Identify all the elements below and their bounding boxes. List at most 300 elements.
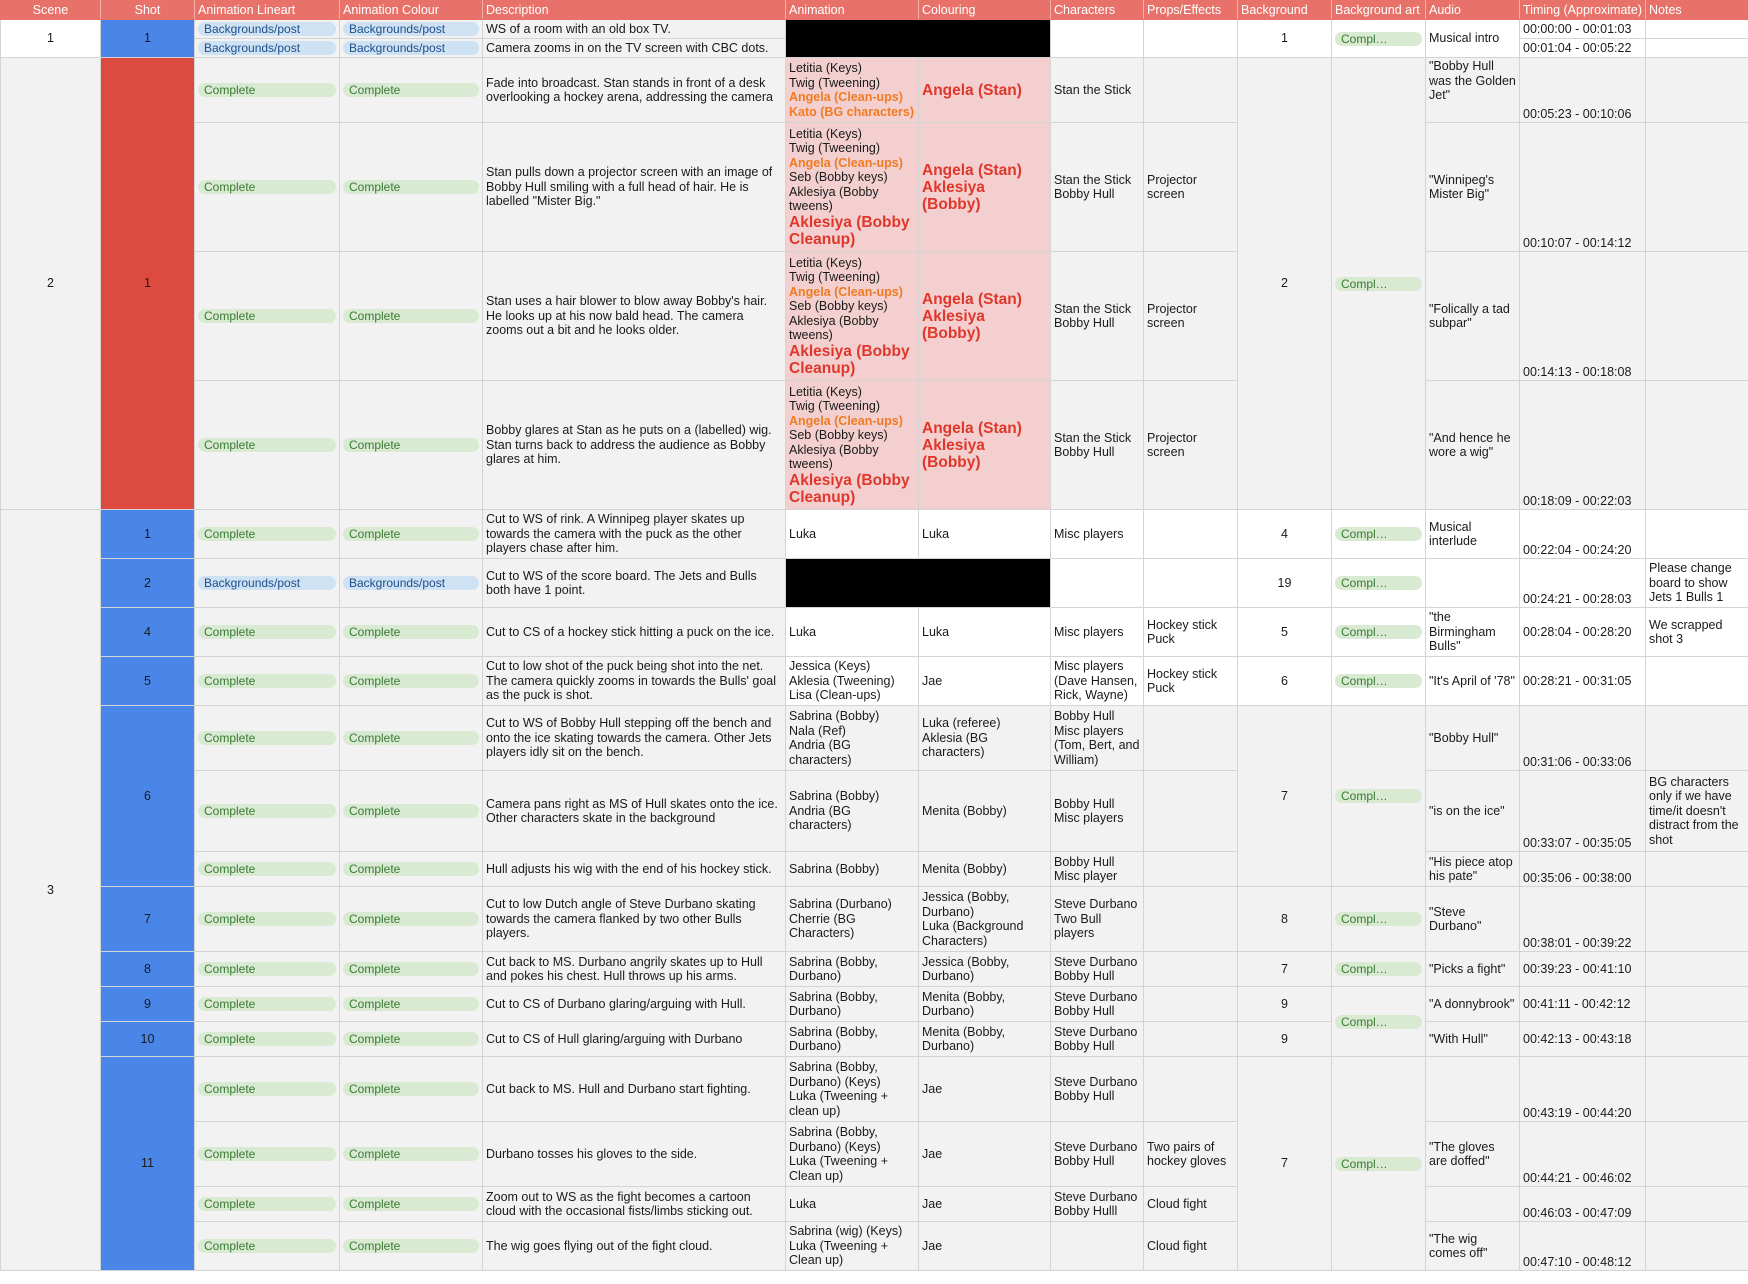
audio-cell[interactable] [1426,1057,1520,1122]
characters-cell[interactable]: Misc players [1051,608,1144,657]
props-cell[interactable] [1144,20,1238,58]
header-description[interactable]: Description [483,1,786,20]
audio-cell[interactable] [1426,559,1520,608]
status-chip[interactable]: Compl… [1335,277,1422,291]
timing-cell[interactable]: 00:05:23 - 00:10:06 [1520,58,1646,123]
status-chip[interactable]: Complete [343,1147,479,1161]
shot-cell[interactable]: 2 [101,559,195,608]
colouring-cell[interactable]: Angela (Stan) Aklesiya (Bobby) [919,123,1051,252]
status-chip[interactable]: Compl… [1335,962,1422,976]
bg-art-cell[interactable] [1332,559,1426,608]
notes-cell[interactable] [1646,58,1748,123]
status-chip[interactable]: Compl… [1335,912,1422,926]
animation-cell[interactable]: Sabrina (Bobby) [786,852,919,887]
characters-cell[interactable]: Steve Durbano Bobby Hull [1051,952,1144,987]
audio-cell[interactable]: "Bobby Hull was the Golden Jet" [1426,58,1520,123]
audio-cell[interactable]: "is on the ice" [1426,771,1520,852]
description-cell[interactable]: Camera zooms in on the TV screen with CBC dots. [483,39,786,58]
colour-cell[interactable] [340,123,483,252]
notes-cell[interactable] [1646,952,1748,987]
notes-cell[interactable]: Please change board to show Jets 1 Bulls 1 [1646,559,1748,608]
audio-cell[interactable]: Musical interlude [1426,510,1520,559]
animation-cell[interactable]: Sabrina (Bobby, Durbano) [786,1022,919,1057]
description-cell[interactable]: Cut to CS of Hull glaring/arguing with Durbano [483,1022,786,1057]
status-chip[interactable]: Complete [343,309,479,323]
lineart-cell[interactable] [195,771,340,852]
lineart-cell[interactable] [195,952,340,987]
status-chip[interactable]: Complete [343,527,479,541]
characters-cell[interactable]: Misc players (Dave Hansen, Rick, Wayne) [1051,657,1144,706]
colour-cell[interactable] [340,1122,483,1187]
props-cell[interactable] [1144,58,1238,123]
timing-cell[interactable]: 00:46:03 - 00:47:09 [1520,1187,1646,1222]
colouring-cell[interactable]: Jessica (Bobby, Durbano) [919,952,1051,987]
bg-art-cell[interactable] [1332,20,1426,58]
status-chip[interactable]: Compl… [1335,674,1422,688]
status-chip[interactable]: Complete [343,912,479,926]
scene-cell[interactable]: 3 [1,510,101,1271]
characters-cell[interactable]: Bobby Hull Misc player [1051,852,1144,887]
audio-cell[interactable]: "Steve Durbano" [1426,887,1520,952]
audio-cell[interactable]: "The wig comes off" [1426,1222,1520,1271]
scene-cell[interactable]: 1 [1,20,101,58]
timing-cell[interactable]: 00:24:21 - 00:28:03 [1520,559,1646,608]
lineart-cell[interactable] [195,39,340,58]
lineart-cell[interactable] [195,657,340,706]
audio-cell[interactable]: "And hence he wore a wig" [1426,381,1520,510]
notes-cell[interactable] [1646,852,1748,887]
header-background[interactable]: Background [1238,1,1332,20]
background-cell[interactable]: 7 [1238,706,1332,887]
colour-cell[interactable] [340,58,483,123]
animation-cell[interactable]: Letitia (Keys) Twig (Tweening) Angela (Clean-ups) Seb (Bobby keys) Aklesiya (Bobby tweens) Aklesiya (Bobby Cleanup) [786,252,919,381]
lineart-cell[interactable] [195,887,340,952]
lineart-cell[interactable] [195,852,340,887]
lineart-cell[interactable] [195,123,340,252]
status-chip[interactable]: Backgrounds/post [198,22,336,36]
timing-cell[interactable]: 00:42:13 - 00:43:18 [1520,1022,1646,1057]
header-shot[interactable]: Shot [101,1,195,20]
header-animation[interactable]: Animation [786,1,919,20]
status-chip[interactable]: Complete [198,309,336,323]
background-cell[interactable]: 1 [1238,20,1332,58]
status-chip[interactable]: Complete [198,625,336,639]
notes-cell[interactable] [1646,1057,1748,1122]
background-cell[interactable]: 2 [1238,58,1332,510]
background-cell[interactable]: 9 [1238,987,1332,1022]
description-cell[interactable]: Cut to low shot of the puck being shot into the net. The camera quickly zooms in towards the Bulls' goal as the puck is shot. [483,657,786,706]
notes-cell[interactable]: We scrapped shot 3 [1646,608,1748,657]
colouring-cell[interactable]: Menita (Bobby) [919,852,1051,887]
status-chip[interactable]: Complete [343,1239,479,1253]
animation-cell[interactable]: Luka [786,608,919,657]
bg-art-cell[interactable] [1332,58,1426,510]
props-cell[interactable]: Hockey stick Puck [1144,657,1238,706]
animation-cell[interactable]: Sabrina (Bobby, Durbano) [786,952,919,987]
description-cell[interactable]: Hull adjusts his wig with the end of his hockey stick. [483,852,786,887]
colour-cell[interactable] [340,887,483,952]
lineart-cell[interactable] [195,1222,340,1271]
lineart-cell[interactable] [195,252,340,381]
background-cell[interactable]: 7 [1238,952,1332,987]
header-props-effects[interactable]: Props/Effects [1144,1,1238,20]
status-chip[interactable]: Backgrounds/post [198,576,336,590]
timing-cell[interactable]: 00:28:21 - 00:31:05 [1520,657,1646,706]
notes-cell[interactable] [1646,1022,1748,1057]
props-cell[interactable] [1144,887,1238,952]
props-cell[interactable]: Projector screen [1144,381,1238,510]
status-chip[interactable]: Complete [198,804,336,818]
colour-cell[interactable] [340,39,483,58]
status-chip[interactable]: Complete [343,83,479,97]
timing-cell[interactable]: 00:33:07 - 00:35:05 [1520,771,1646,852]
status-chip[interactable]: Compl… [1335,789,1422,803]
colour-cell[interactable] [340,608,483,657]
characters-cell[interactable]: Steve Durbano Bobby Hull [1051,987,1144,1022]
status-chip[interactable]: Complete [343,731,479,745]
animation-cell[interactable]: Jessica (Keys) Aklesia (Tweening) Lisa (Clean-ups) [786,657,919,706]
header-background-art[interactable]: Background art [1332,1,1426,20]
shot-cell[interactable]: 1 [101,510,195,559]
colour-cell[interactable] [340,771,483,852]
characters-cell[interactable]: Steve Durbano Bobby Hulll [1051,1187,1144,1222]
notes-cell[interactable] [1646,1187,1748,1222]
colouring-cell[interactable]: Angela (Stan) Aklesiya (Bobby) [919,252,1051,381]
characters-cell[interactable]: Bobby Hull Misc players [1051,771,1144,852]
animation-cell[interactable]: Sabrina (Bobby) Andria (BG characters) [786,771,919,852]
description-cell[interactable]: WS of a room with an old box TV. [483,20,786,39]
shot-cell[interactable]: 5 [101,657,195,706]
characters-cell[interactable]: Stan the Stick Bobby Hull [1051,381,1144,510]
props-cell[interactable] [1144,1022,1238,1057]
timing-cell[interactable]: 00:43:19 - 00:44:20 [1520,1057,1646,1122]
timing-cell[interactable]: 00:14:13 - 00:18:08 [1520,252,1646,381]
characters-cell[interactable]: Stan the Stick [1051,58,1144,123]
colouring-cell[interactable]: Luka (referee) Aklesia (BG characters) [919,706,1051,771]
status-chip[interactable]: Complete [198,438,336,452]
animation-cell[interactable]: Letitia (Keys) Twig (Tweening) Angela (Clean-ups) Seb (Bobby keys) Aklesiya (Bobby tweens) Aklesiya (Bobby Cleanup) [786,381,919,510]
description-cell[interactable]: Cut to WS of the score board. The Jets and Bulls both have 1 point. [483,559,786,608]
shot-cell[interactable]: 1 [101,58,195,510]
status-chip[interactable]: Complete [198,83,336,97]
timing-cell[interactable]: 00:18:09 - 00:22:03 [1520,381,1646,510]
description-cell[interactable]: Cut to low Dutch angle of Steve Durbano skating towards the camera flanked by two other Bulls players. [483,887,786,952]
background-cell[interactable]: 4 [1238,510,1332,559]
shot-cell[interactable]: 7 [101,887,195,952]
header-scene[interactable]: Scene [1,1,101,20]
timing-cell[interactable]: 00:22:04 - 00:24:20 [1520,510,1646,559]
notes-cell[interactable]: BG characters only if we have time/it doesn't distract from the shot [1646,771,1748,852]
animation-cell[interactable]: Sabrina (Bobby, Durbano) (Keys) Luka (Tweening + clean up) [786,1057,919,1122]
status-chip[interactable]: Complete [198,180,336,194]
background-cell[interactable]: 6 [1238,657,1332,706]
audio-cell[interactable]: "It's April of '78" [1426,657,1520,706]
audio-cell[interactable]: "Winnipeg's Mister Big" [1426,123,1520,252]
header-notes[interactable]: Notes [1646,1,1748,20]
status-chip[interactable]: Complete [343,1197,479,1211]
colouring-cell[interactable]: Menita (Bobby) [919,771,1051,852]
characters-cell[interactable]: Stan the Stick Bobby Hull [1051,252,1144,381]
status-chip[interactable]: Complete [198,1032,336,1046]
description-cell[interactable]: Bobby glares at Stan as he puts on a (labelled) wig. Stan turns back to address the audience as Bobby glares at him. [483,381,786,510]
props-cell[interactable] [1144,510,1238,559]
status-chip[interactable]: Complete [198,997,336,1011]
characters-cell[interactable]: Stan the Stick Bobby Hull [1051,123,1144,252]
background-cell[interactable]: 9 [1238,1022,1332,1057]
notes-cell[interactable] [1646,1122,1748,1187]
shot-cell[interactable]: 9 [101,987,195,1022]
status-chip[interactable]: Backgrounds/post [343,41,479,55]
description-cell[interactable]: Fade into broadcast. Stan stands in front of a desk overlooking a hockey arena, addressing the camera [483,58,786,123]
timing-cell[interactable]: 00:47:10 - 00:48:12 [1520,1222,1646,1271]
lineart-cell[interactable] [195,381,340,510]
description-cell[interactable]: The wig goes flying out of the fight cloud. [483,1222,786,1271]
header-colouring[interactable]: Colouring [919,1,1051,20]
notes-cell[interactable] [1646,381,1748,510]
props-cell[interactable] [1144,852,1238,887]
animation-cell[interactable]: Sabrina (Bobby, Durbano) [786,987,919,1022]
notes-cell[interactable] [1646,252,1748,381]
status-chip[interactable]: Complete [198,674,336,688]
characters-cell[interactable]: Misc players [1051,510,1144,559]
props-cell[interactable]: Projector screen [1144,123,1238,252]
notes-cell[interactable] [1646,887,1748,952]
colour-cell[interactable] [340,852,483,887]
timing-cell[interactable]: 00:00:00 - 00:01:03 [1520,20,1646,39]
description-cell[interactable]: Camera pans right as MS of Hull skates onto the ice. Other characters skate in the background [483,771,786,852]
colouring-cell[interactable]: Jae [919,1187,1051,1222]
bg-art-cell[interactable] [1332,608,1426,657]
notes-cell[interactable] [1646,987,1748,1022]
colour-cell[interactable] [340,252,483,381]
status-chip[interactable]: Compl… [1335,576,1422,590]
status-chip[interactable]: Backgrounds/post [343,576,479,590]
audio-cell[interactable]: "the Birmingham Bulls" [1426,608,1520,657]
characters-cell[interactable] [1051,559,1144,608]
animation-cell[interactable]: Luka [786,510,919,559]
colouring-cell[interactable]: Jae [919,1122,1051,1187]
timing-cell[interactable]: 00:41:11 - 00:42:12 [1520,987,1646,1022]
status-chip[interactable]: Complete [198,731,336,745]
status-chip[interactable]: Backgrounds/post [343,22,479,36]
colour-cell[interactable] [340,510,483,559]
props-cell[interactable]: Hockey stick Puck [1144,608,1238,657]
props-cell[interactable] [1144,952,1238,987]
colour-cell[interactable] [340,20,483,39]
animation-cell[interactable]: Sabrina (Bobby) Nala (Ref) Andria (BG characters) [786,706,919,771]
props-cell[interactable]: Two pairs of hockey gloves [1144,1122,1238,1187]
lineart-cell[interactable] [195,987,340,1022]
characters-cell[interactable] [1051,1222,1144,1271]
status-chip[interactable]: Compl… [1335,1015,1422,1029]
status-chip[interactable]: Compl… [1335,32,1422,46]
characters-cell[interactable]: Steve Durbano Bobby Hull [1051,1122,1144,1187]
background-cell[interactable]: 5 [1238,608,1332,657]
animation-cell[interactable]: Sabrina (Durbano) Cherrie (BG Characters) [786,887,919,952]
colour-cell[interactable] [340,657,483,706]
props-cell[interactable] [1144,771,1238,852]
background-cell[interactable]: 7 [1238,1057,1332,1271]
colouring-cell[interactable]: Jae [919,1057,1051,1122]
animation-cell[interactable]: Letitia (Keys) Twig (Tweening) Angela (Clean-ups) Seb (Bobby keys) Aklesiya (Bobby tweens) Aklesiya (Bobby Cleanup) [786,123,919,252]
timing-cell[interactable]: 00:39:23 - 00:41:10 [1520,952,1646,987]
timing-cell[interactable]: 00:01:04 - 00:05:22 [1520,39,1646,58]
status-chip[interactable]: Complete [343,438,479,452]
shot-cell[interactable]: 11 [101,1057,195,1271]
blacked-out-cell[interactable] [786,20,1051,58]
status-chip[interactable]: Complete [343,804,479,818]
description-cell[interactable]: Stan pulls down a projector screen with an image of Bobby Hull smiling with a full head of hair. He is labelled "Mister Big." [483,123,786,252]
status-chip[interactable]: Complete [343,1032,479,1046]
audio-cell[interactable]: "A donnybrook" [1426,987,1520,1022]
status-chip[interactable]: Complete [343,997,479,1011]
animation-cell[interactable]: Luka [786,1187,919,1222]
props-cell[interactable] [1144,1057,1238,1122]
colour-cell[interactable] [340,1187,483,1222]
props-cell[interactable] [1144,559,1238,608]
lineart-cell[interactable] [195,510,340,559]
props-cell[interactable]: Cloud fight [1144,1222,1238,1271]
lineart-cell[interactable] [195,1187,340,1222]
description-cell[interactable]: Cut back to MS. Durbano angrily skates up to Hull and pokes his chest. Hull throws up his arms. [483,952,786,987]
colouring-cell[interactable]: Jae [919,1222,1051,1271]
status-chip[interactable]: Complete [198,1239,336,1253]
colouring-cell[interactable]: Angela (Stan) [919,58,1051,123]
status-chip[interactable]: Compl… [1335,527,1422,541]
characters-cell[interactable] [1051,20,1144,58]
colour-cell[interactable] [340,987,483,1022]
status-chip[interactable]: Complete [343,180,479,194]
lineart-cell[interactable] [195,1122,340,1187]
timing-cell[interactable]: 00:31:06 - 00:33:06 [1520,706,1646,771]
characters-cell[interactable]: Steve Durbano Bobby Hull [1051,1057,1144,1122]
status-chip[interactable]: Complete [343,625,479,639]
status-chip[interactable]: Complete [198,1082,336,1096]
colour-cell[interactable] [340,559,483,608]
status-chip[interactable]: Compl… [1335,625,1422,639]
characters-cell[interactable]: Steve Durbano Two Bull players [1051,887,1144,952]
lineart-cell[interactable] [195,706,340,771]
colouring-cell[interactable]: Luka [919,608,1051,657]
bg-art-cell[interactable] [1332,952,1426,987]
status-chip[interactable]: Compl… [1335,1157,1422,1171]
shot-cell[interactable]: 8 [101,952,195,987]
props-cell[interactable]: Cloud fight [1144,1187,1238,1222]
header-animation-lineart[interactable]: Animation Lineart [195,1,340,20]
timing-cell[interactable]: 00:28:04 - 00:28:20 [1520,608,1646,657]
audio-cell[interactable]: "Folically a tad subpar" [1426,252,1520,381]
colouring-cell[interactable]: Jessica (Bobby, Durbano) Luka (Background Characters) [919,887,1051,952]
header-audio[interactable]: Audio [1426,1,1520,20]
description-cell[interactable]: Cut back to MS. Hull and Durbano start fighting. [483,1057,786,1122]
status-chip[interactable]: Complete [343,674,479,688]
props-cell[interactable] [1144,706,1238,771]
bg-art-cell[interactable] [1332,706,1426,887]
audio-cell[interactable]: "With Hull" [1426,1022,1520,1057]
description-cell[interactable]: Zoom out to WS as the fight becomes a cartoon cloud with the occasional fists/limbs sticking out. [483,1187,786,1222]
lineart-cell[interactable] [195,1057,340,1122]
notes-cell[interactable] [1646,1222,1748,1271]
colouring-cell[interactable]: Luka [919,510,1051,559]
props-cell[interactable] [1144,987,1238,1022]
colouring-cell[interactable]: Menita (Bobby, Durbano) [919,1022,1051,1057]
status-chip[interactable]: Complete [343,962,479,976]
timing-cell[interactable]: 00:44:21 - 00:46:02 [1520,1122,1646,1187]
blacked-out-cell[interactable] [786,559,1051,608]
audio-cell[interactable]: "His piece atop his pate" [1426,852,1520,887]
audio-cell[interactable]: "Bobby Hull" [1426,706,1520,771]
animation-cell[interactable]: Sabrina (Bobby, Durbano) (Keys) Luka (Tweening + Clean up) [786,1122,919,1187]
timing-cell[interactable]: 00:38:01 - 00:39:22 [1520,887,1646,952]
status-chip[interactable]: Complete [198,962,336,976]
status-chip[interactable]: Complete [343,1082,479,1096]
status-chip[interactable]: Complete [198,1197,336,1211]
colour-cell[interactable] [340,1222,483,1271]
audio-cell[interactable] [1426,1187,1520,1222]
shot-cell[interactable]: 4 [101,608,195,657]
animation-cell[interactable]: Sabrina (wig) (Keys) Luka (Tweening + Clean up) [786,1222,919,1271]
colouring-cell[interactable]: Jae [919,657,1051,706]
notes-cell[interactable] [1646,20,1748,39]
colour-cell[interactable] [340,706,483,771]
audio-cell[interactable]: "The gloves are doffed" [1426,1122,1520,1187]
lineart-cell[interactable] [195,608,340,657]
characters-cell[interactable]: Bobby Hull Misc players (Tom, Bert, and William) [1051,706,1144,771]
notes-cell[interactable] [1646,510,1748,559]
lineart-cell[interactable] [195,20,340,39]
bg-art-cell[interactable] [1332,510,1426,559]
status-chip[interactable]: Complete [343,862,479,876]
status-chip[interactable]: Complete [198,912,336,926]
lineart-cell[interactable] [195,58,340,123]
status-chip[interactable]: Backgrounds/post [198,41,336,55]
shot-cell[interactable]: 1 [101,20,195,58]
notes-cell[interactable] [1646,706,1748,771]
status-chip[interactable]: Complete [198,527,336,541]
description-cell[interactable]: Cut to CS of a hockey stick hitting a puck on the ice. [483,608,786,657]
bg-art-cell[interactable] [1332,657,1426,706]
header-timing[interactable]: Timing (Approximate) [1520,1,1646,20]
status-chip[interactable]: Complete [198,862,336,876]
timing-cell[interactable]: 00:35:06 - 00:38:00 [1520,852,1646,887]
colouring-cell[interactable]: Menita (Bobby, Durbano) [919,987,1051,1022]
timing-cell[interactable]: 00:10:07 - 00:14:12 [1520,123,1646,252]
bg-art-cell[interactable] [1332,887,1426,952]
background-cell[interactable]: 8 [1238,887,1332,952]
bg-art-cell[interactable] [1332,1057,1426,1271]
audio-cell[interactable]: "Picks a fight" [1426,952,1520,987]
lineart-cell[interactable] [195,559,340,608]
props-cell[interactable]: Projector screen [1144,252,1238,381]
notes-cell[interactable] [1646,123,1748,252]
notes-cell[interactable] [1646,39,1748,58]
colouring-cell[interactable]: Angela (Stan) Aklesiya (Bobby) [919,381,1051,510]
audio-cell[interactable]: Musical intro [1426,20,1520,58]
bg-art-cell[interactable] [1332,987,1426,1057]
shot-cell[interactable]: 6 [101,706,195,887]
colour-cell[interactable] [340,381,483,510]
animation-cell[interactable]: Letitia (Keys) Twig (Tweening) Angela (Clean-ups) Kato (BG characters) [786,58,919,123]
header-characters[interactable]: Characters [1051,1,1144,20]
notes-cell[interactable] [1646,657,1748,706]
header-animation-colour[interactable]: Animation Colour [340,1,483,20]
description-cell[interactable]: Cut to CS of Durbano glaring/arguing with Hull. [483,987,786,1022]
background-cell[interactable]: 19 [1238,559,1332,608]
colour-cell[interactable] [340,1057,483,1122]
shot-cell[interactable]: 10 [101,1022,195,1057]
colour-cell[interactable] [340,1022,483,1057]
characters-cell[interactable]: Steve Durbano Bobby Hull [1051,1022,1144,1057]
